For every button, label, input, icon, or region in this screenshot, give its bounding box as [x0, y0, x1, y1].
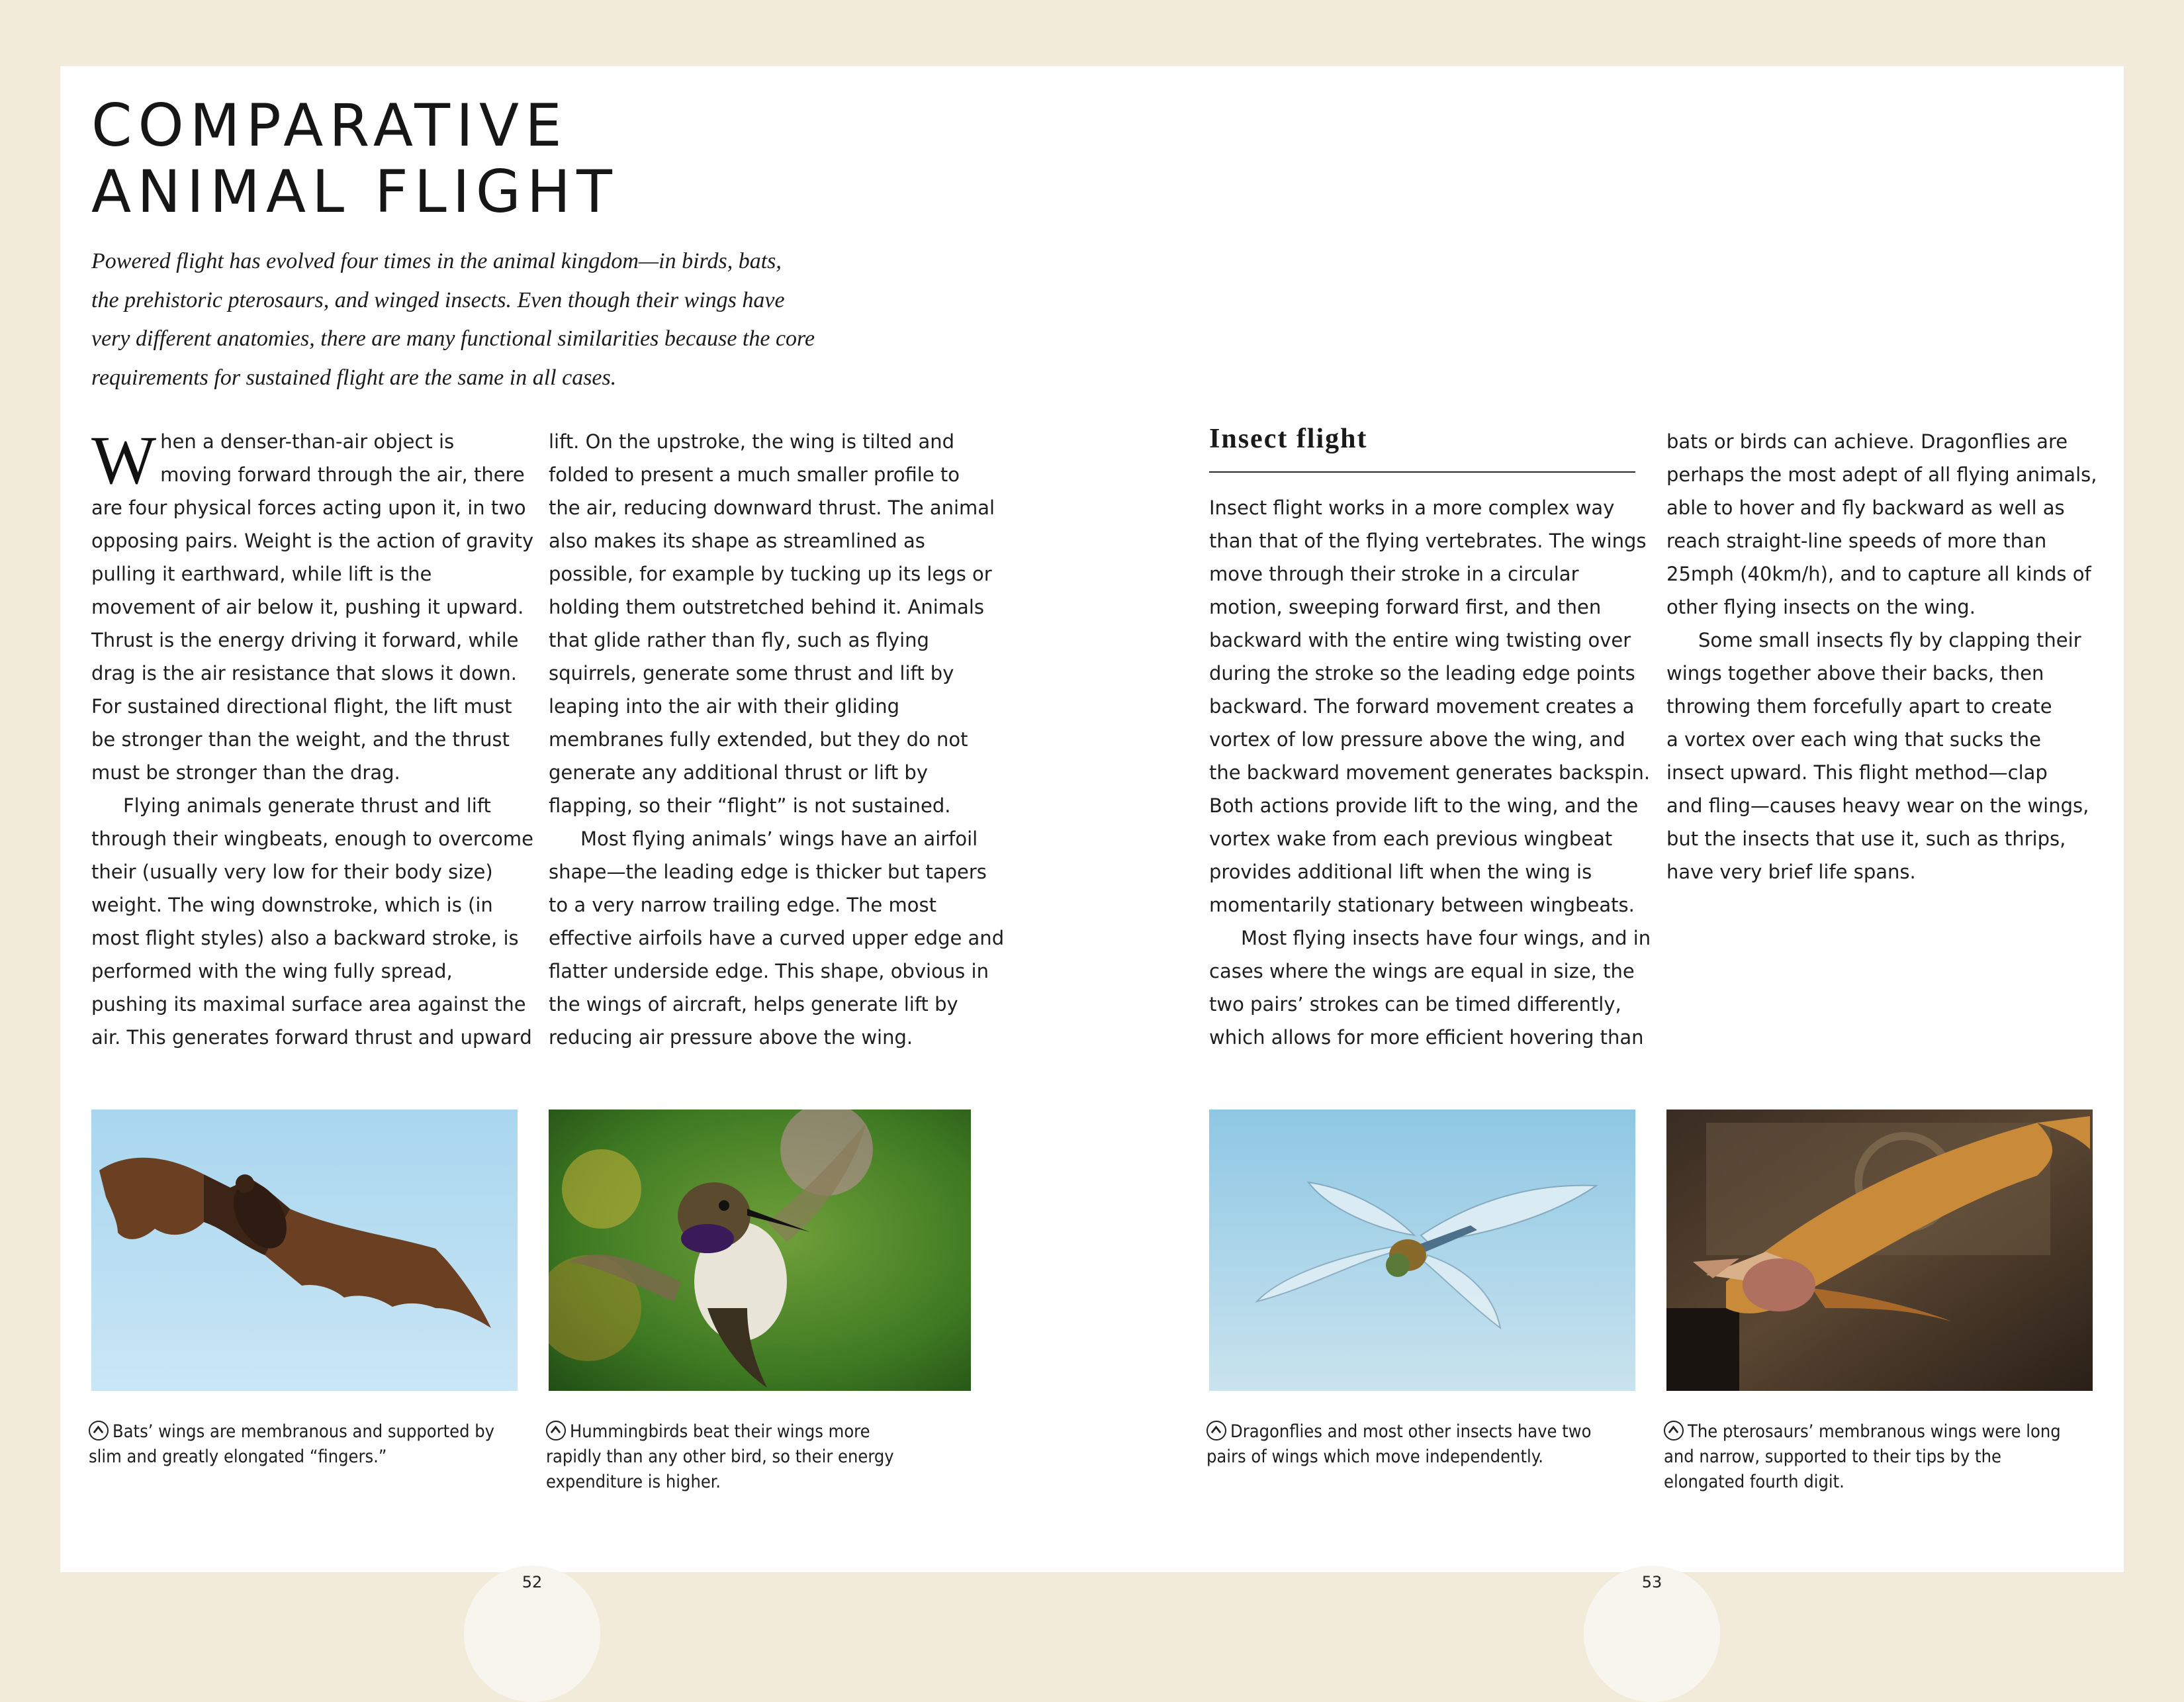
arrow-up-icon	[546, 1421, 566, 1441]
body-line: weight. The wing downstroke, which is (in	[91, 894, 493, 916]
body-line: also makes its shape as streamlined as	[549, 530, 925, 552]
body-line: movement of air below it, pushing it upward.	[91, 596, 524, 618]
body-line: shape—the leading edge is thicker but tapers	[549, 861, 987, 883]
caption-dragonfly	[1206, 1419, 1637, 1470]
body-line: lift. On the upstroke, the wing is tilted and	[549, 430, 955, 453]
body-line: the backward movement generates backspin.	[1209, 761, 1651, 784]
body-line: Most flying animals’ wings have an airfoil	[580, 827, 978, 850]
body-line: that glide rather than fly, such as flying	[549, 629, 929, 651]
caption-line: expenditure is higher.	[546, 1472, 721, 1492]
body-line: air. This generates forward thrust and upward	[91, 1026, 532, 1049]
caption-line: rapidly than any other bird, so their energy	[546, 1446, 894, 1467]
drop-cap: W	[91, 422, 157, 498]
body-line: momentarily stationary between wingbeats.	[1209, 894, 1635, 916]
caption-pterosaur	[1664, 1419, 2094, 1495]
body-line: be stronger than the weight, and the thrust	[91, 728, 510, 751]
body-line: through their wingbeats, enough to overcome	[91, 827, 533, 850]
body-line: drag is the air resistance that slows it down.	[91, 662, 517, 685]
body-line: their (usually very low for their body size)	[91, 861, 493, 883]
body-line: and fling—causes heavy wear on the wings,	[1666, 794, 2089, 817]
caption-line: Hummingbirds beat their wings more	[570, 1421, 870, 1442]
body-line: generate any additional thrust or lift by	[549, 761, 928, 784]
section-heading-text: Insect flight	[1209, 424, 1368, 454]
body-line: moving forward through the air, there	[160, 463, 525, 486]
body-line: leaping into the air with their gliding	[549, 695, 900, 718]
body-line: pulling it earthward, while lift is the	[91, 563, 432, 585]
body-line: squirrels, generate some thrust and lift by	[549, 662, 954, 685]
body-line: two pairs’ strokes can be timed differently,	[1209, 993, 1621, 1016]
body-line: which allows for more efficient hovering than	[1209, 1026, 1644, 1049]
body-column-2	[549, 425, 1005, 1054]
body-line: Most flying insects have four wings, and in	[1241, 927, 1651, 949]
body-line: move through their stroke in a circular	[1209, 563, 1579, 585]
caption-line: The pterosaurs’ membranous wings were long	[1688, 1421, 2061, 1442]
body-line: possible, for example by tucking up its legs or	[549, 563, 992, 585]
title-line: ANIMAL FLIGHT	[91, 158, 618, 226]
caption-line: slim and greatly elongated “fingers.”	[89, 1446, 387, 1467]
arrow-up-icon	[1206, 1421, 1226, 1441]
body-line: most flight styles) also a backward stroke, is	[91, 927, 519, 949]
body-line: than that of the flying vertebrates. The wings	[1209, 530, 1647, 552]
body-line: membranes fully extended, but they do not	[549, 728, 968, 751]
caption-line: elongated fourth digit.	[1664, 1472, 1844, 1492]
intro-line: the prehistoric pterosaurs, and winged insects. Even though their wings have	[91, 287, 785, 312]
body-line: perhaps the most adept of all flying animals,	[1666, 463, 2097, 486]
body-line: cases where the wings are equal in size, the	[1209, 960, 1635, 982]
caption-line: pairs of wings which move independently.	[1206, 1446, 1543, 1467]
body-line: bats or birds can achieve. Dragonflies are	[1666, 430, 2068, 453]
body-line: opposing pairs. Weight is the action of gravity	[91, 530, 534, 552]
body-line: wings together above their backs, then	[1666, 662, 2044, 685]
page-title	[91, 93, 618, 225]
arrow-up-icon	[89, 1421, 109, 1441]
dragonfly-photo	[1209, 1110, 1635, 1391]
body-line: other flying insects on the wing.	[1666, 596, 1976, 618]
body-line: Thrust is the energy driving it forward, while	[91, 629, 519, 651]
body-line: throwing them forcefully apart to create	[1666, 695, 2052, 718]
intro-line: requirements for sustained flight are the same in all cases.	[91, 365, 617, 390]
body-line: a vortex over each wing that sucks the	[1666, 728, 2041, 751]
body-line: insect upward. This flight method—clap	[1666, 761, 2048, 784]
caption-hummingbird	[546, 1419, 976, 1495]
body-line: provides additional lift when the wing is	[1209, 861, 1592, 883]
body-line: during the stroke so the leading edge points	[1209, 662, 1635, 685]
bat-photo	[91, 1110, 518, 1391]
body-line: Some small insects fly by clapping their	[1698, 629, 2081, 651]
body-line: vortex of low pressure above the wing, and	[1209, 728, 1625, 751]
body-line: vortex wake from each previous wingbeat	[1209, 827, 1613, 850]
caption-bat	[89, 1419, 519, 1470]
body-line: but the insects that use it, such as thrips,	[1666, 827, 2066, 850]
body-column-1	[91, 422, 534, 1054]
section-heading-insect-flight	[1209, 418, 1635, 473]
hummingbird-photo	[549, 1110, 971, 1391]
body-line: performed with the wing fully spread,	[91, 960, 453, 982]
pterosaur-photo	[1666, 1110, 2093, 1391]
body-line: to a very narrow trailing edge. The most	[549, 894, 936, 916]
body-line: must be stronger than the drag.	[91, 761, 400, 784]
page-number-left: 52	[522, 1573, 543, 1591]
body-line: able to hover and fly backward as well as	[1666, 496, 2065, 519]
body-column-3	[1209, 491, 1651, 1054]
body-line: 25mph (40km/h), and to capture all kinds of	[1666, 563, 2091, 585]
body-line: the wings of aircraft, helps generate lift by	[549, 993, 958, 1016]
title-line: COMPARATIVE	[91, 91, 568, 160]
body-line: the air, reducing downward thrust. The animal	[549, 496, 995, 519]
body-line: Flying animals generate thrust and lift	[123, 794, 491, 817]
body-line: reducing air pressure above the wing.	[549, 1026, 913, 1049]
body-line: For sustained directional flight, the lift must	[91, 695, 512, 718]
intro-line: Powered flight has evolved four times in the animal kingdom—in birds, bats,	[91, 249, 782, 273]
body-line: flapping, so their “flight” is not sustained.	[549, 794, 951, 817]
body-line: hen a denser-than-air object is	[160, 430, 455, 453]
body-line: Insect flight works in a more complex way	[1209, 496, 1615, 519]
body-line: flatter underside edge. This shape, obvious in	[549, 960, 989, 982]
body-line: holding them outstretched behind it. Animals	[549, 596, 984, 618]
intro-line: very different anatomies, there are many functional similarities because the core	[91, 326, 815, 351]
body-line: are four physical forces acting upon it, in two	[91, 496, 526, 519]
caption-line: Dragonflies and most other insects have two	[1230, 1421, 1592, 1442]
page-number-right: 53	[1641, 1573, 1662, 1591]
body-line: backward with the entire wing twisting over	[1209, 629, 1631, 651]
arrow-up-icon	[1664, 1421, 1684, 1441]
body-line: pushing its maximal surface area against the	[91, 993, 526, 1016]
intro-paragraph	[91, 242, 886, 397]
caption-line: and narrow, supported to their tips by the	[1664, 1446, 2001, 1467]
body-line: motion, sweeping forward first, and then	[1209, 596, 1602, 618]
body-line: effective airfoils have a curved upper edge and	[549, 927, 1005, 949]
body-line: reach straight-line speeds of more than	[1666, 530, 2047, 552]
body-line: backward. The forward movement creates a	[1209, 695, 1635, 718]
body-line: Both actions provide lift to the wing, and the	[1209, 794, 1639, 817]
body-line: have very brief life spans.	[1666, 861, 1916, 883]
caption-line: Bats’ wings are membranous and supported by	[113, 1421, 495, 1442]
body-line: folded to present a much smaller profile to	[549, 463, 960, 486]
body-column-4	[1666, 425, 2097, 888]
